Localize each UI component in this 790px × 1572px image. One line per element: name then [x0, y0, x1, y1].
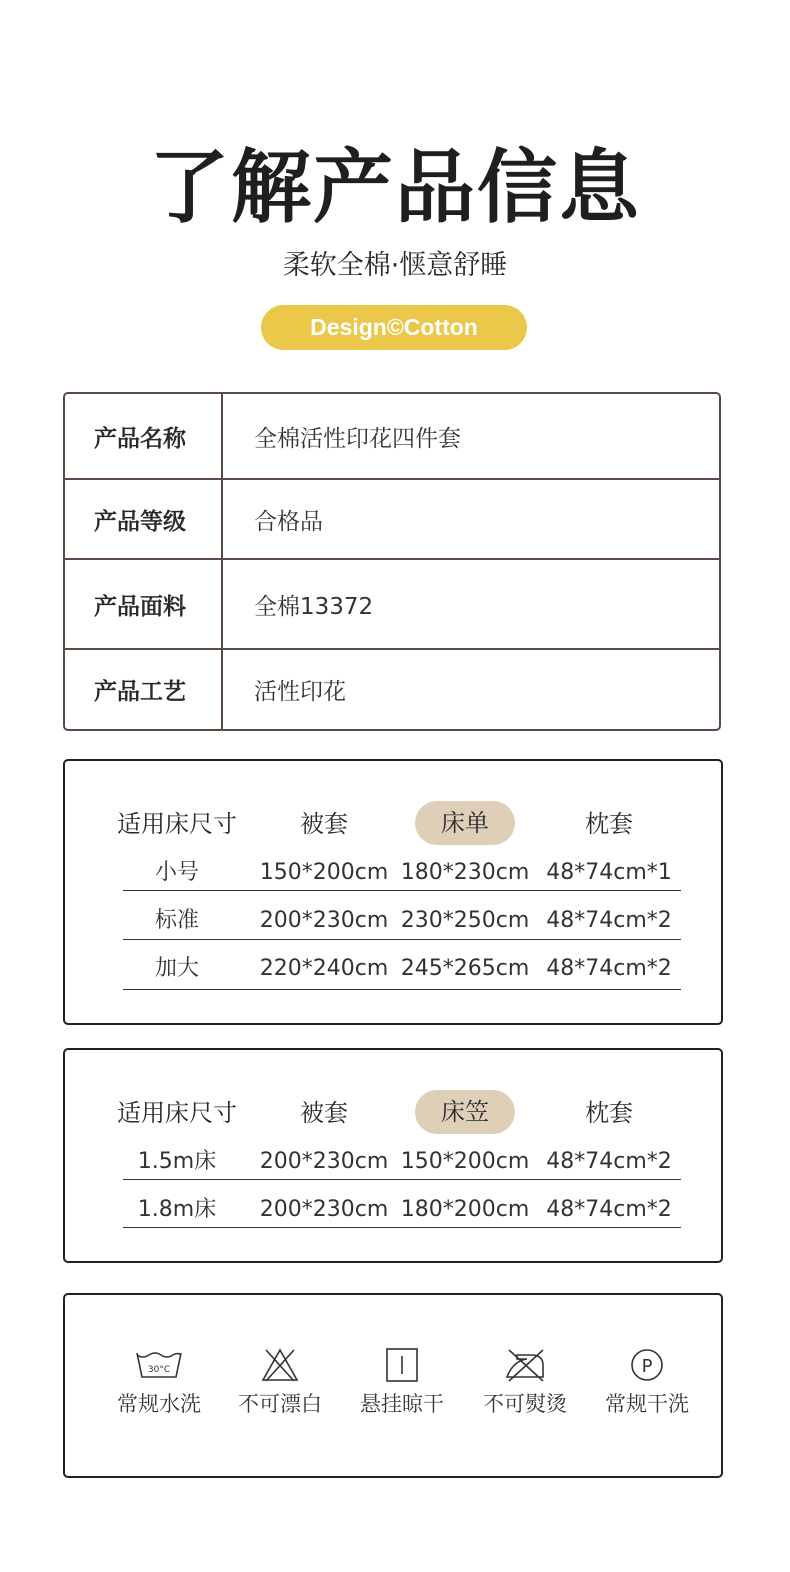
table-cell: 200*230cm — [259, 908, 389, 933]
row-divider — [123, 1227, 681, 1228]
care-item — [465, 1345, 585, 1419]
table-cell: 标准 — [154, 908, 199, 933]
table-cell: 230*250cm — [400, 908, 530, 933]
table-cell: 200*230cm — [259, 1197, 389, 1222]
dry-clean-p-icon — [587, 1345, 707, 1385]
table-cell: 48*74cm*2 — [546, 1197, 672, 1222]
line-dry-icon — [342, 1345, 462, 1385]
table-cell: 48*74cm*2 — [546, 908, 672, 933]
table-cell: 加大 — [154, 956, 199, 981]
care-item — [220, 1345, 340, 1419]
care-item — [99, 1345, 219, 1419]
table-cell: 小号 — [154, 860, 199, 885]
info-value: 全棉13372 — [254, 593, 374, 620]
table-header: 适用床尺寸 — [117, 810, 237, 838]
page-subtitle: 柔软全棉·惬意舒睡 — [282, 250, 508, 281]
info-label: 产品面料 — [65, 560, 223, 648]
care-label: 常规水洗 — [117, 1392, 201, 1416]
row-divider — [123, 890, 681, 891]
row-divider — [123, 939, 681, 940]
wash-30-icon — [99, 1345, 219, 1385]
table-cell: 48*74cm*2 — [546, 956, 672, 981]
no-bleach-icon — [220, 1345, 340, 1385]
info-value: 活性印花 — [254, 679, 346, 705]
table-header-highlight: 床单 — [415, 801, 515, 845]
table-header: 枕套 — [585, 1099, 633, 1127]
table-header: 被套 — [300, 1099, 348, 1127]
info-label: 产品名称 — [65, 394, 223, 478]
info-label: 产品工艺 — [65, 650, 223, 729]
table-cell: 48*74cm*1 — [546, 860, 672, 885]
page-title: 了解产品信息 — [149, 141, 641, 234]
care-label: 不可熨烫 — [483, 1392, 567, 1416]
info-value: 合格品 — [254, 508, 323, 535]
info-label: 产品等级 — [65, 480, 223, 558]
table-header: 适用床尺寸 — [117, 1099, 237, 1127]
size-table-sheet — [63, 759, 723, 1025]
table-header: 被套 — [300, 810, 348, 838]
brand-badge: Design©Cotton — [261, 305, 527, 350]
table-header-highlight: 床笠 — [415, 1090, 515, 1134]
info-row-craft — [65, 650, 719, 729]
care-label: 不可漂白 — [238, 1392, 322, 1416]
info-row-grade — [65, 480, 719, 560]
table-cell: 48*74cm*2 — [546, 1149, 672, 1174]
dry-clean-letter: P — [641, 1356, 653, 1377]
care-label: 常规干洗 — [605, 1392, 689, 1416]
care-item — [342, 1345, 462, 1419]
table-cell: 245*265cm — [400, 956, 530, 981]
table-header: 枕套 — [585, 810, 633, 838]
table-cell: 1.5m床 — [137, 1149, 217, 1174]
care-item — [587, 1345, 707, 1419]
row-divider — [123, 1179, 681, 1180]
table-cell: 150*200cm — [400, 1149, 530, 1174]
info-row-fabric — [65, 560, 719, 650]
table-cell: 1.8m床 — [137, 1197, 217, 1222]
info-row-name — [65, 394, 719, 480]
wash-temp-label: 30°C — [147, 1365, 171, 1375]
size-table-fitted — [63, 1048, 723, 1263]
product-info-table — [63, 392, 721, 731]
table-cell: 220*240cm — [259, 956, 389, 981]
info-value: 全棉活性印花四件套 — [254, 425, 461, 452]
no-iron-icon — [465, 1345, 585, 1385]
table-cell: 180*200cm — [400, 1197, 530, 1222]
table-cell: 200*230cm — [259, 1149, 389, 1174]
row-divider — [123, 989, 681, 990]
care-label: 悬挂晾干 — [360, 1392, 444, 1416]
table-cell: 150*200cm — [259, 860, 389, 885]
table-cell: 180*230cm — [400, 860, 530, 885]
care-instructions — [63, 1293, 723, 1478]
